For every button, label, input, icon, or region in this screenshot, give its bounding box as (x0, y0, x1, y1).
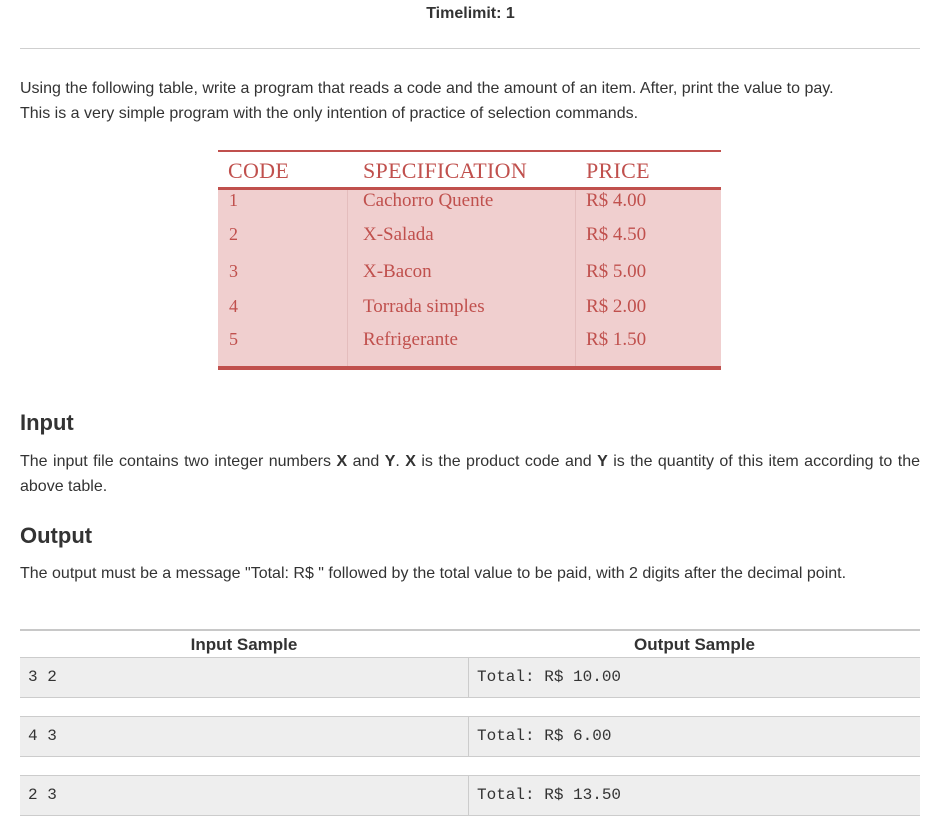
sample-separator (468, 776, 469, 815)
sample-separator (468, 658, 469, 697)
variable-y: Y (384, 453, 396, 470)
table-cell-spec: X-Salada (363, 224, 434, 245)
sample-output: Total: R$ 10.00 (477, 668, 622, 686)
table-top-rule (218, 150, 721, 152)
output-section-title: Output (20, 523, 93, 548)
input-text: and (347, 453, 385, 470)
variable-x: X (336, 453, 348, 470)
column-header-code: CODE (228, 158, 290, 183)
sample-output: Total: R$ 13.50 (477, 786, 622, 804)
sample-row (20, 657, 920, 698)
sample-input: 3 2 (28, 668, 57, 686)
column-separator (575, 190, 576, 366)
samples-top-rule (20, 629, 920, 631)
input-section-text (20, 449, 920, 499)
sample-input: 4 3 (28, 727, 57, 745)
problem-description (20, 76, 920, 126)
timelimit-label: Timelimit: 1 (426, 5, 515, 22)
sample-input: 2 3 (28, 786, 57, 804)
sample-separator (468, 717, 469, 756)
sample-row (20, 716, 920, 757)
table-cell-spec: Refrigerante (363, 329, 458, 350)
table-cell-code: 3 (229, 261, 238, 281)
input-text: is the quantity of this item according to the above table. (20, 453, 921, 495)
table-cell-price: R$ 5.00 (586, 261, 647, 282)
output-section-text: The output must be a message "Total: R$ " followed by the total value to be paid, with 2 digits after the decimal point. (20, 565, 847, 582)
output-sample-header: Output Sample (634, 635, 755, 654)
table-cell-price: R$ 4.50 (586, 224, 647, 245)
header-divider (20, 48, 920, 49)
table-cell-code: 5 (229, 329, 238, 349)
input-text: . (395, 453, 406, 470)
input-section-title: Input (20, 410, 74, 435)
sample-output: Total: R$ 6.00 (477, 727, 612, 745)
table-cell-code: 2 (229, 224, 238, 244)
table-cell-price: R$ 4.00 (586, 190, 647, 211)
input-text: The input file contains two integer numbers (20, 453, 337, 470)
column-header-specification: SPECIFICATION (363, 158, 528, 183)
column-header-price: PRICE (586, 158, 650, 183)
table-cell-price: R$ 1.50 (586, 329, 647, 350)
column-separator (347, 190, 348, 366)
variable-y: Y (597, 453, 608, 470)
description-line-1: Using the following table, write a program that reads a code and the amount of an item. After, print the value to pay. (20, 80, 834, 97)
table-cell-code: 4 (229, 296, 238, 316)
table-cell-spec: X-Bacon (363, 261, 432, 282)
variable-x: X (405, 453, 416, 470)
table-cell-price: R$ 2.00 (586, 296, 647, 317)
input-sample-header: Input Sample (190, 635, 298, 654)
product-table (218, 150, 721, 370)
table-bottom-rule (218, 366, 721, 370)
table-cell-code: 1 (229, 190, 238, 210)
description-line-2: This is a very simple program with the only intention of practice of selection commands. (20, 105, 639, 122)
table-cell-spec: Cachorro Quente (363, 190, 494, 211)
input-text: is the product code and (415, 453, 598, 470)
sample-row (20, 775, 920, 816)
table-cell-spec: Torrada simples (363, 296, 485, 317)
